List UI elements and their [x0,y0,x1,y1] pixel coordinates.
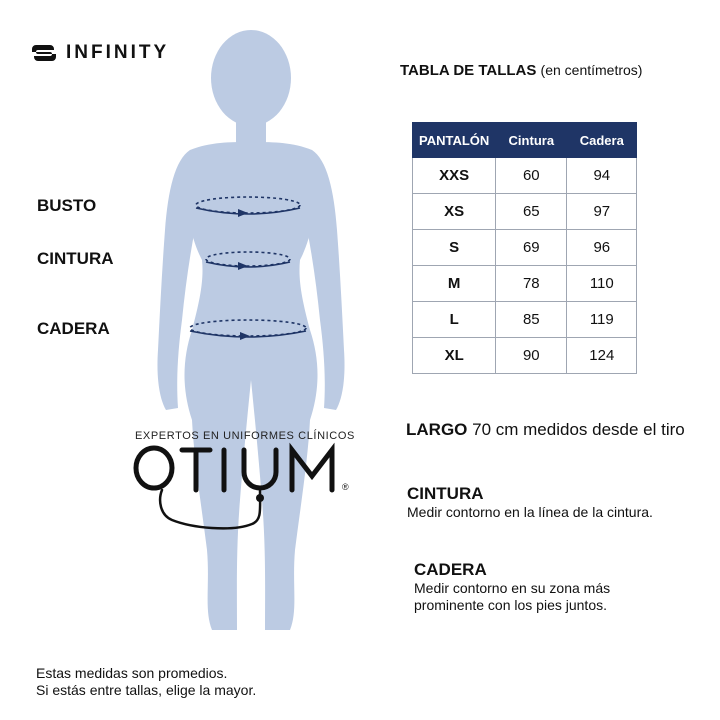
otium-tagline: EXPERTOS EN UNIFORMES CLÍNICOS [135,430,355,442]
cintura-note-title: CINTURA [407,484,484,503]
size-cell: S [413,230,496,266]
cintura-cell: 60 [496,158,567,194]
largo-note [406,420,696,439]
size-table [412,122,637,374]
table-row [413,158,637,194]
title-main: TABLA DE TALLAS [400,62,537,79]
size-cell: XXS [413,158,496,194]
header-cadera: Cadera [567,123,637,158]
table-row [413,338,637,374]
label-cadera: CADERA [37,319,110,338]
cadera-cell: 110 [567,266,637,302]
body-silhouette [120,30,380,640]
cadera-cell: 119 [567,302,637,338]
title-sub: (en centímetros) [540,62,643,78]
svg-text:®: ® [342,482,349,492]
table-row [413,194,637,230]
cintura-cell: 85 [496,302,567,338]
largo-text: 70 cm medidos desde el tiro [472,420,685,439]
size-cell: L [413,302,496,338]
table-header-row [413,123,637,158]
cadera-cell: 97 [567,194,637,230]
table-row [413,230,637,266]
infinity-logo-icon [32,44,58,62]
cintura-cell: 78 [496,266,567,302]
footer-line-1: Estas medidas son promedios. [36,665,228,681]
footer-line-2: Si estás entre tallas, elige la mayor. [36,682,257,698]
brand-name: INFINITY [66,42,170,63]
size-cell: M [413,266,496,302]
cintura-cell: 69 [496,230,567,266]
cadera-note-text: Medir contorno en su zona más prominente con los pies juntos. [414,580,611,613]
header-pantalon: PANTALÓN [413,123,496,158]
footer-note [36,665,256,699]
header-cintura: Cintura [496,123,567,158]
label-busto: BUSTO [37,196,97,215]
cadera-cell: 124 [567,338,637,374]
cintura-note-text: Medir contorno en la línea de la cintura. [407,504,653,520]
size-chart-title [400,62,642,79]
size-cell: XL [413,338,496,374]
otium-logo [132,440,372,540]
cintura-cell: 90 [496,338,567,374]
cadera-cell: 94 [567,158,637,194]
table-row [413,302,637,338]
cintura-cell: 65 [496,194,567,230]
label-cintura: CINTURA [37,249,114,268]
largo-label: LARGO [406,420,468,439]
cadera-cell: 96 [567,230,637,266]
size-cell: XS [413,194,496,230]
cintura-note [407,484,697,521]
cadera-note [414,560,654,614]
table-row [413,266,637,302]
cadera-note-title: CADERA [414,560,487,579]
